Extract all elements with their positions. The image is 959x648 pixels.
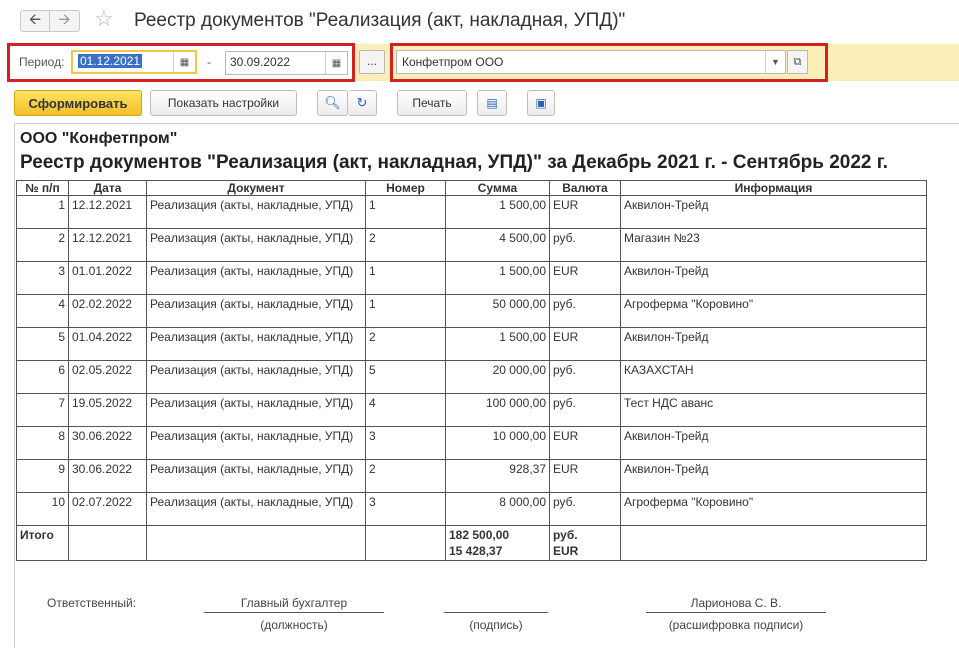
cell-sum: 928,37	[446, 460, 550, 493]
signature-line	[444, 612, 548, 613]
search-next-icon: ↻	[356, 95, 368, 110]
search-icon: 🔍︎	[324, 95, 341, 110]
cell-sum: 4 500,00	[446, 229, 550, 262]
chevron-down-icon[interactable]: ▼	[765, 51, 785, 73]
cell-currency: EUR	[550, 328, 621, 361]
cell-date: 30.06.2022	[69, 427, 147, 460]
period-label: Период:	[19, 55, 65, 69]
highlight-organization	[390, 43, 828, 82]
cell-doc: Реализация (акты, накладные, УПД)	[147, 361, 366, 394]
cell-doc: Реализация (акты, накладные, УПД)	[147, 460, 366, 493]
cell-doc: Реализация (акты, накладные, УПД)	[147, 196, 366, 229]
position-value: Главный бухгалтер	[240, 596, 348, 610]
cell-sum: 1 500,00	[446, 262, 550, 295]
cell-sum: 1 500,00	[446, 196, 550, 229]
cell-n: 7	[17, 394, 69, 427]
cell-info: Аквилон-Трейд	[621, 328, 927, 361]
cell-currency: EUR	[550, 460, 621, 493]
cell-sum: 100 000,00	[446, 394, 550, 427]
cell-currency: руб.	[550, 394, 621, 427]
cell-info: Аквилон-Трейд	[621, 427, 927, 460]
date-to-value: 30.09.2022	[230, 55, 291, 69]
cell-number: 5	[366, 361, 446, 394]
cell-date: 19.05.2022	[69, 394, 147, 427]
table-header-row	[17, 181, 927, 196]
table-row[interactable]	[17, 427, 927, 460]
cell-n: 5	[17, 328, 69, 361]
cell-date: 02.02.2022	[69, 295, 147, 328]
cell-currency: руб.	[550, 493, 621, 526]
table-row[interactable]	[17, 394, 927, 427]
cell-doc: Реализация (акты, накладные, УПД)	[147, 427, 366, 460]
cell-number: 1	[366, 196, 446, 229]
cell-info: КАЗАХСТАН	[621, 361, 927, 394]
column-header: Сумма	[446, 181, 550, 196]
cell-info: Агроферма "Коровино"	[621, 295, 927, 328]
table-row[interactable]	[17, 361, 927, 394]
cell-n: 4	[17, 295, 69, 328]
back-button[interactable]	[20, 10, 50, 32]
column-header: Документ	[147, 181, 366, 196]
cell-date: 02.07.2022	[69, 493, 147, 526]
window-title: Реестр документов "Реализация (акт, накладная, УПД)"	[134, 10, 626, 31]
cell-number: 3	[366, 493, 446, 526]
cell-currency: руб.	[550, 229, 621, 262]
total-row	[17, 526, 927, 561]
report-table	[16, 180, 927, 561]
total-sums	[446, 526, 550, 561]
print-preview-icon: ▤	[486, 96, 498, 110]
title-bar	[0, 0, 959, 42]
cell-doc: Реализация (акты, накладные, УПД)	[147, 394, 366, 427]
cell-n: 2	[17, 229, 69, 262]
table-row[interactable]	[17, 493, 927, 526]
star-icon[interactable]: ☆	[94, 6, 114, 31]
cell-info: Аквилон-Трейд	[621, 460, 927, 493]
cell-doc: Реализация (акты, накладные, УПД)	[147, 229, 366, 262]
column-header: Дата	[69, 181, 147, 196]
save-button[interactable]	[527, 90, 555, 116]
cell-sum: 20 000,00	[446, 361, 550, 394]
print-preview-button[interactable]	[477, 90, 507, 116]
position-caption: (должность)	[260, 618, 328, 632]
calendar-icon[interactable]: ▦	[173, 52, 195, 72]
show-settings-button[interactable]: Показать настройки	[150, 90, 297, 116]
column-header: Валюта	[550, 181, 621, 196]
cell-date: 01.01.2022	[69, 262, 147, 295]
signature-caption: (подпись)	[469, 618, 523, 632]
cell-date: 30.06.2022	[69, 460, 147, 493]
table-row[interactable]	[17, 328, 927, 361]
cell-n: 8	[17, 427, 69, 460]
period-separator: -	[207, 55, 211, 69]
cell-sum: 1 500,00	[446, 328, 550, 361]
cell-info: Магазин №23	[621, 229, 927, 262]
print-button[interactable]: Печать	[397, 90, 467, 116]
column-header: Информация	[621, 181, 927, 196]
name-line	[646, 612, 826, 613]
highlight-period	[7, 43, 355, 82]
total-currency-eur: EUR	[553, 544, 579, 558]
cell-doc: Реализация (акты, накладные, УПД)	[147, 262, 366, 295]
cell-n: 9	[17, 460, 69, 493]
table-row[interactable]	[17, 262, 927, 295]
forward-button[interactable]	[50, 10, 80, 32]
arrow-left-icon: 🡨	[28, 10, 42, 28]
cell-currency: EUR	[550, 427, 621, 460]
cell-info: Тест НДС аванс	[621, 394, 927, 427]
generate-button[interactable]: Сформировать	[14, 90, 142, 116]
find-next-button[interactable]	[348, 90, 377, 116]
column-header: № п/п	[17, 181, 69, 196]
date-from-value: 01.12.2021	[80, 54, 141, 68]
cell-date: 01.04.2022	[69, 328, 147, 361]
table-row[interactable]	[17, 229, 927, 262]
cell-doc: Реализация (акты, накладные, УПД)	[147, 295, 366, 328]
cell-number: 1	[366, 262, 446, 295]
cell-n: 6	[17, 361, 69, 394]
cell-doc: Реализация (акты, накладные, УПД)	[147, 328, 366, 361]
cell-date: 12.12.2021	[69, 196, 147, 229]
cell-number: 4	[366, 394, 446, 427]
cell-sum: 10 000,00	[446, 427, 550, 460]
floppy-disk-icon: ▣	[535, 96, 547, 110]
organization-value: Конфетпром ООО	[402, 55, 504, 69]
total-label: Итого	[17, 526, 69, 561]
cell-number: 2	[366, 229, 446, 262]
open-window-icon: ⧉	[793, 56, 802, 68]
cell-number: 2	[366, 460, 446, 493]
cell-currency: руб.	[550, 295, 621, 328]
total-currencies	[550, 526, 621, 561]
cell-number: 2	[366, 328, 446, 361]
cell-info: Аквилон-Трейд	[621, 262, 927, 295]
cell-date: 12.12.2021	[69, 229, 147, 262]
report-title: Реестр документов "Реализация (акт, накладная, УПД)" за Декабрь 2021 г. - Сентябрь 2022 г.	[20, 152, 889, 173]
cell-info: Агроферма "Коровино"	[621, 493, 927, 526]
cell-currency: руб.	[550, 361, 621, 394]
cell-number: 3	[366, 427, 446, 460]
cell-info: Аквилон-Трейд	[621, 196, 927, 229]
total-sum-eur: 15 428,37	[449, 544, 503, 558]
cell-n: 3	[17, 262, 69, 295]
cell-date: 02.05.2022	[69, 361, 147, 394]
report-organization: ООО "Конфетпром"	[20, 130, 178, 147]
cell-sum: 50 000,00	[446, 295, 550, 328]
position-line	[204, 612, 384, 613]
name-value: Ларионова С. В.	[690, 596, 782, 610]
column-header: Номер	[366, 181, 446, 196]
cell-number: 1	[366, 295, 446, 328]
cell-doc: Реализация (акты, накладные, УПД)	[147, 493, 366, 526]
search-button[interactable]	[317, 90, 348, 116]
cell-n: 1	[17, 196, 69, 229]
responsible-label: Ответственный:	[47, 596, 137, 610]
cell-n: 10	[17, 493, 69, 526]
cell-sum: 8 000,00	[446, 493, 550, 526]
total-currency-rub: руб.	[553, 528, 578, 542]
period-select-button[interactable]: ...	[359, 50, 385, 74]
cell-currency: EUR	[550, 262, 621, 295]
arrow-right-icon: 🡪	[58, 10, 71, 28]
total-sum-rub: 182 500,00	[449, 528, 510, 542]
table-row[interactable]	[17, 196, 927, 229]
calendar-icon[interactable]: ▦	[325, 52, 347, 74]
name-caption: (расшифровка подписи)	[668, 618, 804, 632]
table-row[interactable]	[17, 460, 927, 493]
cell-currency: EUR	[550, 196, 621, 229]
table-row[interactable]	[17, 295, 927, 328]
